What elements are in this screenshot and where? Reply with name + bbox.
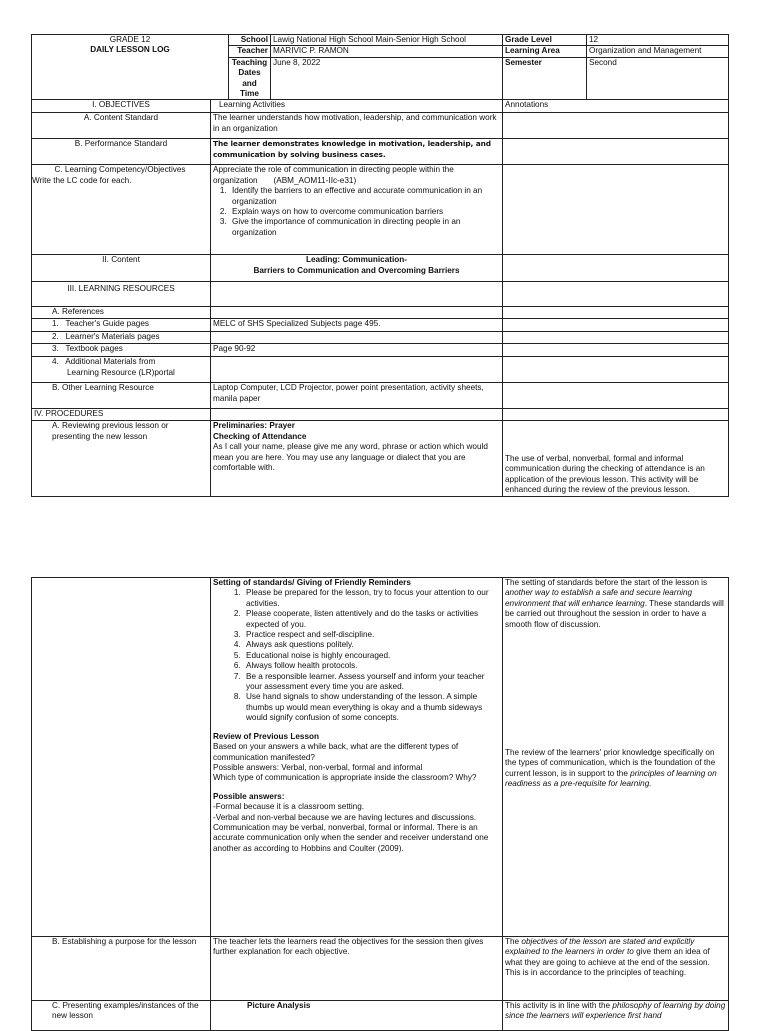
other-resource-label: B. Other Learning Resource: [32, 383, 211, 409]
list-item: 3. Give the importance of communication in directing people in an organization: [229, 217, 500, 238]
standards-annotation-c: . These standards will be carried out throughout the session in order to have a smooth flow of discussion.: [505, 598, 724, 629]
teachers-guide-value: MELC of SHS Specialized Subjects page 495.: [211, 319, 503, 332]
competency-label: C. Learning Competency/Objectives: [54, 165, 186, 175]
review-text: Based on your answers a while back, what are the different types of communication manifested?: [213, 742, 459, 762]
content-title-2: Barriers to Communication and Overcoming Barriers: [253, 265, 460, 275]
prelim-annotation: The use of verbal, nonverbal, formal and informal communication during the checking of attendance is an application of the previous lesson. This activity will be enhanced during the review of the previous lesson.: [505, 453, 705, 495]
presenting-annotation: [503, 1001, 729, 1031]
list-item: 5. Educational noise is highly encouraged.: [243, 651, 500, 661]
textbook-annotation: [503, 344, 729, 357]
content-title-1: Leading: Communication-: [306, 255, 407, 265]
resources-label: III. LEARNING RESOURCES: [32, 282, 211, 307]
learners-materials-value: [211, 332, 503, 344]
school-label: School: [229, 35, 271, 46]
competency-list: [213, 186, 500, 238]
procedures-activity: [211, 409, 503, 421]
presenting-activity: [211, 1001, 503, 1031]
possible-title: Possible answers:: [213, 791, 285, 801]
purpose-annotation-a: The: [505, 937, 522, 946]
possible-1: -Formal because it is a classroom setting.: [213, 802, 365, 812]
competency-annotation: [503, 165, 729, 255]
standards-label-cell: [32, 578, 211, 937]
prelim-attendance: Checking of Attendance: [213, 431, 307, 441]
list-item: 6. Always follow health protocols.: [243, 661, 500, 671]
learning-activities-heading: Learning Activities: [211, 100, 503, 113]
grade-level-value: 12: [587, 35, 729, 46]
standards-annotation: [505, 578, 726, 630]
list-item: 8. Use hand signals to show understanding of the lesson. A simple thumbs up would mean everything is okay and a thumb sideways would signify confusion of some concepts.: [243, 692, 500, 723]
competency-cell: [32, 165, 211, 255]
objectives-heading: I. OBJECTIVES: [32, 100, 211, 113]
purpose-label: B. Establishing a purpose for the lesson: [32, 937, 211, 1001]
list-item: 7. Be a responsible learner. Assess yourself and inform your teacher your assessment every time you are asked.: [243, 672, 500, 693]
dates-label-line-2: Dates and: [238, 68, 261, 88]
header-table: [31, 34, 729, 100]
standards-annotation-a: The setting of standards before the start of the lesson is: [505, 578, 708, 587]
reviewing-activity: [211, 421, 503, 497]
page-1: [31, 34, 728, 497]
teachers-guide-label: 1. Teacher's Guide pages: [32, 319, 211, 332]
learning-area-value: Organization and Management: [587, 46, 729, 57]
list-item: 2. Explain ways on how to overcome communication barriers: [229, 207, 500, 217]
additional-label: [32, 357, 211, 383]
purpose-annotation: [503, 937, 729, 1001]
teacher-value: MARIVIC P. RAMON: [271, 46, 503, 57]
competency-sub: Write the LC code for each.: [32, 175, 132, 185]
purpose-text: The teacher lets the learners read the objectives for the session then gives further explanation for each objective.: [211, 937, 503, 1001]
list-item: 1. Identify the barriers to an effective and accurate communication in an organization: [229, 186, 500, 207]
review-annotation-a: The review of the learners' prior knowledge specifically on the types of communication, which is the foundation of the current lesson, is in support to the: [505, 748, 716, 778]
presenting-annotation-a: This activity is in line with the: [505, 1001, 613, 1010]
reviewing-annotation: [503, 421, 729, 497]
content-title-cell: [211, 255, 503, 282]
additional-label-2: Learning Resource (LR)portal: [67, 367, 175, 377]
standards-activity: [211, 578, 503, 937]
review-possible: Possible answers: Verbal, non-verbal, formal and informal: [213, 762, 423, 772]
references-annotation: [503, 307, 729, 319]
procedures-label: IV. PROCEDURES: [32, 409, 211, 421]
list-item: 4. Always ask questions politely.: [243, 640, 500, 650]
competency-text-1: Appreciate the role of communication in directing people within the: [213, 165, 454, 175]
purpose-annotation-b: objectives of the lesson are stated and explicitly explained to the learners in order to: [505, 937, 695, 957]
other-resource-annotation: [503, 383, 729, 409]
standards-annotation-b: another way to establish a safe and secure learning environment that will enhance learning: [505, 588, 693, 608]
learners-materials-annotation: [503, 332, 729, 344]
content-label: II. Content: [32, 255, 211, 282]
possible-3: Communication may be verbal, nonverbal, formal or informal. There is an accurate communication only when the sender and receiver understand one another as according to Hobbins and Coulter (2009).: [213, 822, 489, 853]
references-value: [211, 307, 503, 319]
page-2: [31, 577, 728, 1031]
dates-label: [229, 57, 271, 100]
log-title: DAILY LESSON LOG: [90, 45, 170, 55]
textbook-value: Page 90-92: [211, 344, 503, 357]
resources-annotation: [503, 282, 729, 307]
prelim-prayer: Preliminaries: Prayer: [213, 421, 295, 431]
textbook-label: 3. Textbook pages: [32, 344, 211, 357]
performance-standard-text: The learner demonstrates knowledge in motivation, leadership, and communication by solving business cases.: [211, 139, 503, 165]
competency-text-cell: [211, 165, 503, 255]
additional-label-1: 4. Additional Materials from: [52, 357, 156, 367]
reviewing-label: A. Reviewing previous lesson or presenting the new lesson: [32, 421, 211, 497]
standards-list: [213, 588, 500, 723]
header-title-cell: [32, 35, 229, 100]
performance-standard-annotation: [503, 139, 729, 165]
content-annotation: [503, 255, 729, 282]
grade-level-label: Grade Level: [503, 35, 587, 46]
list-item: 1. Please be prepared for the lesson, try to focus your attention to our activities.: [243, 588, 500, 609]
school-value: Lawig National High School Main-Senior High School: [271, 35, 503, 46]
learners-materials-label: 2. Learner's Materials pages: [32, 332, 211, 344]
prelim-text: As I call your name, please give me any word, phrase or action which would mean you are here. You may use any language or dialect that you are comfortable with.: [213, 442, 488, 473]
dates-value: June 8, 2022: [271, 57, 503, 100]
review-annotation: [505, 748, 726, 790]
additional-annotation: [503, 357, 729, 383]
other-resource-value: Laptop Computer, LCD Projector, power point presentation, activity sheets, manila paper: [211, 383, 503, 409]
procedures-annotation: [503, 409, 729, 421]
review-question: Which type of communication is appropriate inside the classroom? Why?: [213, 773, 477, 783]
standards-annotation-cell: [503, 578, 729, 937]
content-standard-annotation: [503, 113, 729, 139]
content-standard-label: A. Content Standard: [32, 113, 211, 139]
teacher-label: Teacher: [229, 46, 271, 57]
competency-text-2: organization (ABM_AOM11-IIc-e31): [213, 175, 357, 185]
standards-title: Setting of standards/ Giving of Friendly Reminders: [213, 578, 411, 587]
additional-value: [211, 357, 503, 383]
review-annotation-b: principles of learning on readiness as a pre-requisite for learning.: [505, 768, 717, 789]
purpose-annotation-c: give them an idea of what they are going to achieve at the end of the session. This is in accordance to the principles of teaching.: [505, 947, 710, 978]
learning-area-label: Learning Area: [503, 46, 587, 57]
grade-label: GRADE 12: [109, 35, 151, 44]
resources-activity: [211, 282, 503, 307]
dates-label-line-1: Teaching: [231, 57, 268, 67]
references-label: A. References: [32, 307, 211, 319]
presenting-label: C. Presenting examples/instances of the new lesson: [32, 1001, 211, 1031]
content-standard-text: The learner understands how motivation, leadership, and communication work in an organization: [211, 113, 503, 139]
semester-label: Semester: [503, 57, 587, 100]
possible-2: -Verbal and non-verbal because we are having lectures and discussions.: [213, 812, 477, 822]
performance-standard-label: B. Performance Standard: [32, 139, 211, 165]
picture-analysis-title: Picture Analysis: [247, 1001, 311, 1010]
annotations-heading: Annotations: [503, 100, 729, 113]
review-title: Review of Previous Lesson: [213, 731, 320, 741]
dates-label-line-3: Time: [240, 89, 259, 99]
semester-value: Second: [587, 57, 729, 100]
lesson-table-2: [31, 577, 729, 1031]
list-item: 2. Please cooperate, listen attentively and do the tasks or activities expected of you.: [243, 609, 500, 630]
presenting-annotation-b: philosophy of learning by doing since the learners will experience first hand: [505, 1001, 726, 1021]
lesson-table-1: [31, 99, 729, 497]
list-item: 3. Practice respect and self-discipline.: [243, 630, 500, 640]
teachers-guide-annotation: [503, 319, 729, 332]
